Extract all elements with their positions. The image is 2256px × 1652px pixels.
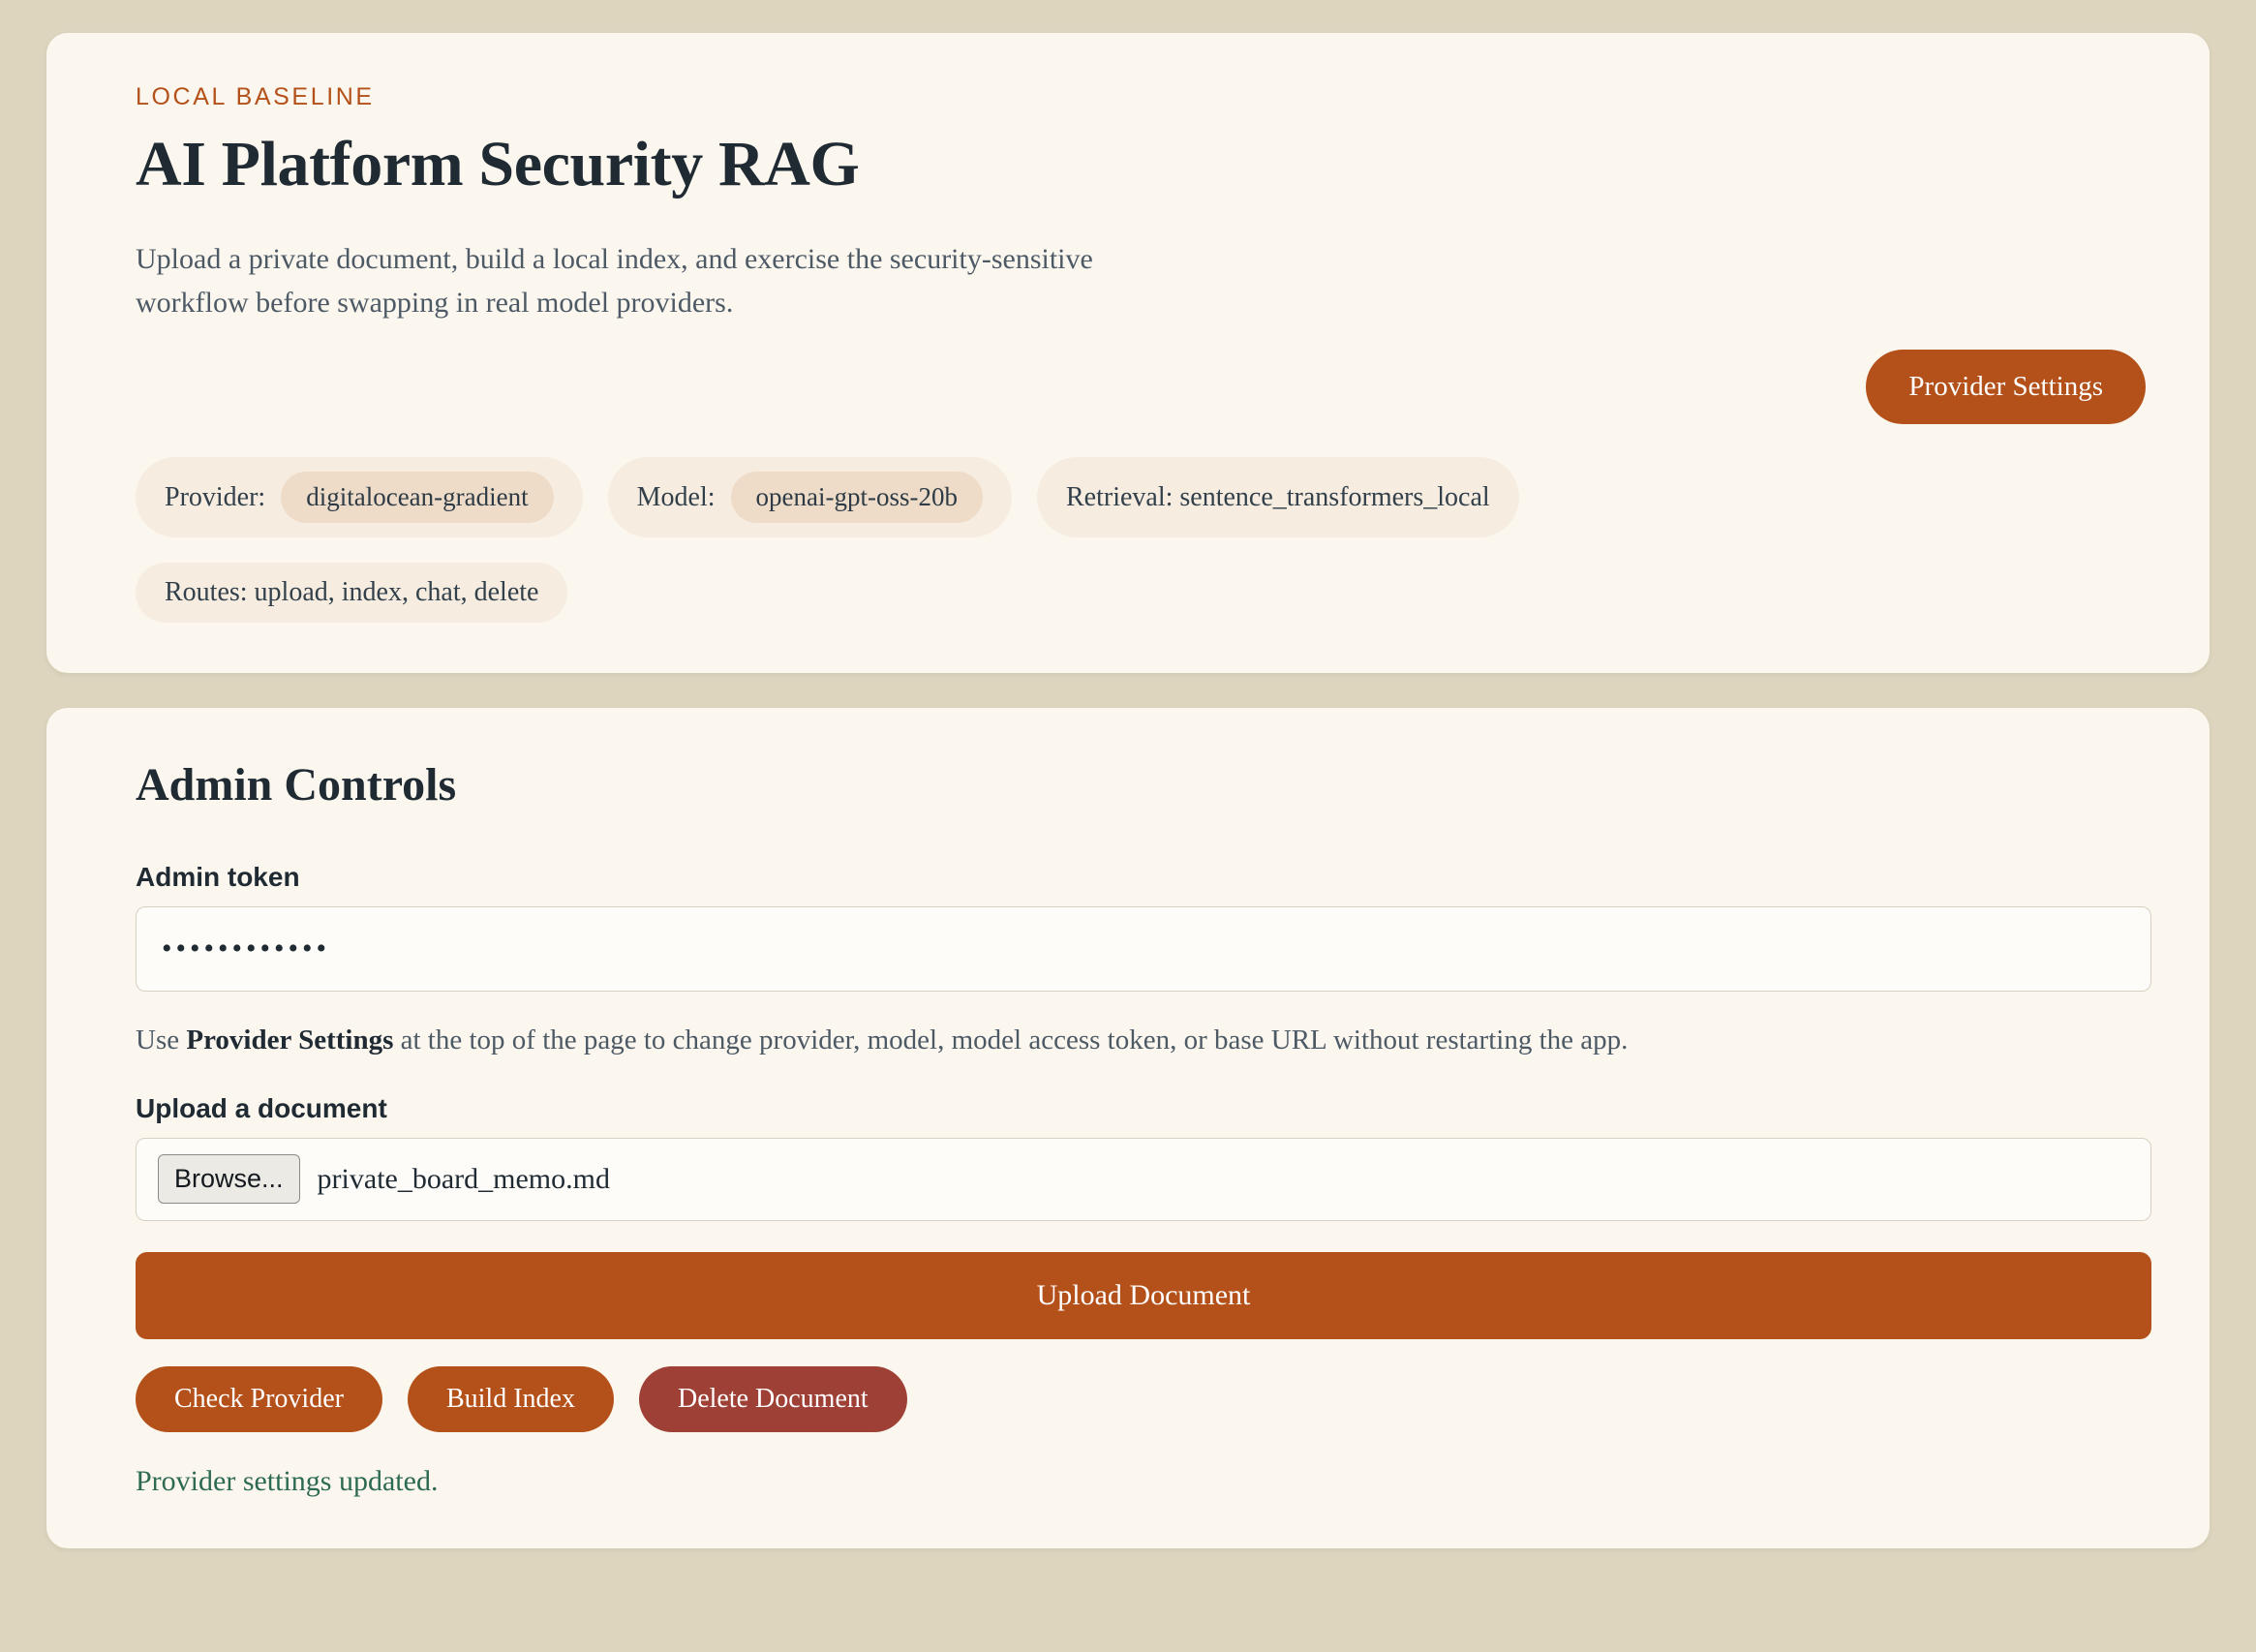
admin-token-input[interactable] — [136, 906, 2151, 992]
provider-settings-row — [105, 350, 2146, 424]
helper-suffix: at the top of the page to change provider, model, model access token, or base URL without restarting the app. — [393, 1025, 1629, 1056]
selected-file-name: private_board_memo.md — [317, 1162, 610, 1195]
helper-bold: Provider Settings — [186, 1025, 394, 1056]
pill-label-model: Model: — [636, 481, 716, 512]
pill-label-routes: Routes: upload, index, chat, delete — [165, 577, 539, 608]
helper-prefix: Use — [136, 1025, 187, 1056]
page-title: AI Platform Security RAG — [136, 129, 860, 199]
check-provider-button[interactable]: Check Provider — [136, 1366, 382, 1432]
build-index-button[interactable]: Build Index — [408, 1366, 614, 1432]
upload-document-label: Upload a document — [136, 1092, 387, 1123]
provider-settings-button[interactable]: Provider Settings — [1866, 350, 2146, 424]
admin-action-row — [136, 1366, 2151, 1432]
status-badge-routes — [136, 563, 567, 623]
pill-value-model: openai-gpt-oss-20b — [731, 472, 983, 523]
pill-label-retrieval: Retrieval: sentence_transformers_local — [1065, 481, 1490, 512]
status-pill-row — [136, 457, 1859, 623]
provider-settings-helper — [136, 1021, 2151, 1060]
admin-controls-card — [46, 708, 2210, 1548]
browse-button[interactable]: Browse... — [158, 1154, 300, 1204]
eyebrow-label: LOCAL BASELINE — [136, 83, 375, 110]
pill-label-provider: Provider: — [165, 481, 266, 512]
status-badge-provider — [136, 457, 583, 537]
admin-token-label: Admin token — [136, 862, 300, 893]
status-badge-model — [608, 457, 1012, 537]
header-card — [46, 33, 2210, 673]
status-message: Provider settings updated. — [136, 1464, 439, 1497]
upload-document-button[interactable]: Upload Document — [136, 1252, 2151, 1339]
page-description: Upload a private document, build a local index, and exercise the security-sensitive workflow before swapping in real model providers. — [136, 243, 1093, 319]
admin-controls-title: Admin Controls — [136, 759, 457, 811]
file-upload-field[interactable] — [136, 1138, 2151, 1221]
status-badge-retrieval — [1037, 457, 1519, 537]
pill-value-provider: digitalocean-gradient — [281, 472, 553, 523]
delete-document-button[interactable]: Delete Document — [639, 1366, 907, 1432]
